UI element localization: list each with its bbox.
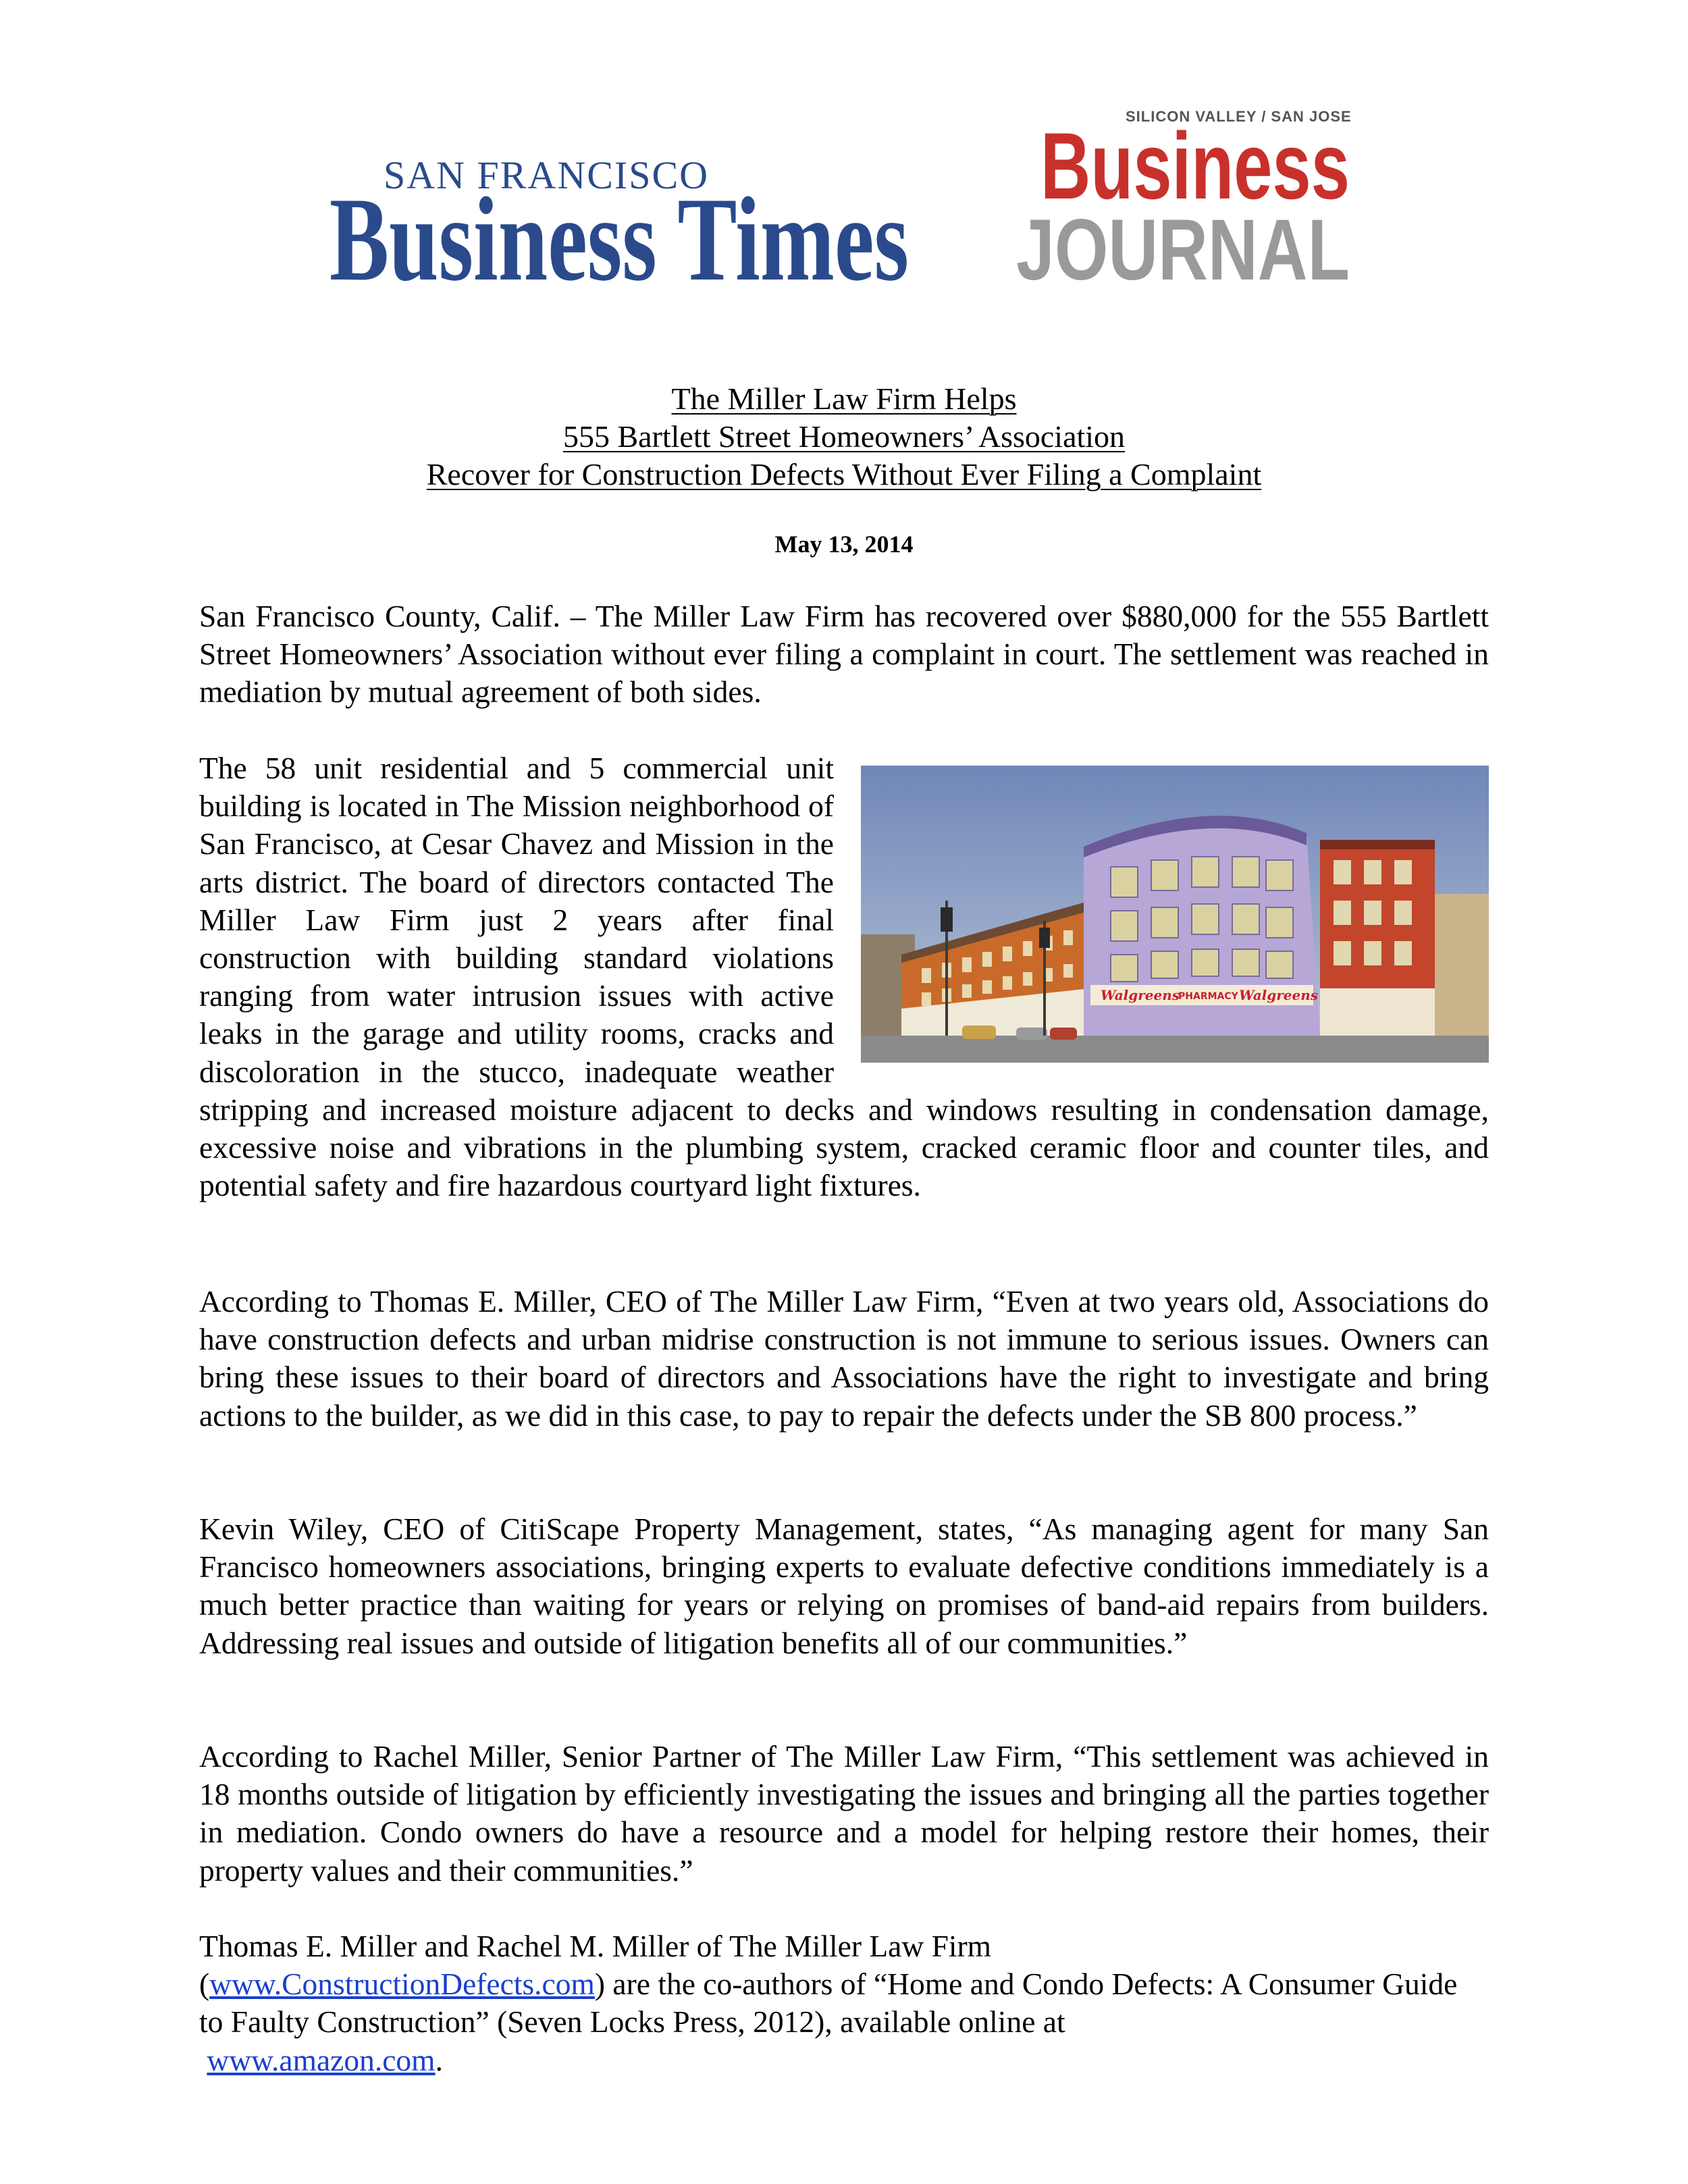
paragraph-thomas-quote: According to Thomas E. Miller, CEO of The Miller Law Firm, “Even at two years old, Associations do have construction defects and urban midrise construction is not immune to serious issues. Owners can bring these issues to their board of directors and Associations have the right to investigate and bring actions to the builder, as we did in this case, to pay to repair the defects under the SB 800 process.”: [199, 1284, 1489, 1433]
sf-business-times-logo: [329, 153, 917, 301]
sj-journal-line: Journal: [1016, 202, 1350, 285]
photo-sign-left: Walgreens: [1101, 987, 1180, 1003]
paragraph-authors: [199, 1927, 1489, 2079]
headline-line-3: Recover for Construction Defects Without Ever Filing a Complaint: [426, 457, 1262, 491]
authors-end-period: .: [435, 2042, 443, 2077]
amazon-link[interactable]: www.amazon.com: [207, 2042, 436, 2077]
authors-open-paren: (: [199, 1967, 210, 2002]
press-release-date: May 13, 2014: [774, 531, 914, 558]
headline: [0, 380, 1688, 494]
authors-book-text: ) are the co-authors of “Home and Condo Defects: A Consumer Guide to Faulty Construction” (Seven Locks Press, 2012), available online at: [199, 1967, 1458, 2040]
paragraph-rachel-quote: According to Rachel Miller, Senior Partner of The Miller Law Firm, “This settlement was achieved in 18 months outside of litigation by efficiently investigating the issues and bringing all the parties together in mediation. Condo owners do have a resource and a model for helping restore their homes, their property values and their communities.”: [199, 1739, 1489, 1888]
photo-sign-right: Walgreens: [1239, 987, 1319, 1003]
construction-defects-link[interactable]: www.ConstructionDefects.com: [209, 1967, 595, 2002]
sj-business-journal-wordmark: [1016, 123, 1354, 285]
paragraph-kevin-quote: Kevin Wiley, CEO of CitiScape Property Management, states, “As managing agent for many San Francisco homeowners associations, bringing experts to evaluate defective conditions immediately is a much better practice than waiting for years or relying on promises of band-aid repairs from builders. Addressing real issues and outside of litigation benefits all of our communities.”: [199, 1512, 1489, 1660]
headline-line-1: The Miller Law Firm Helps: [671, 381, 1017, 416]
paragraph-intro: San Francisco County, Calif. – The Miller Law Firm has recovered over $880,000 for the 555 Bartlett Street Homeowners’ Association without ever filing a complaint in court. The settlement was reached in mediation by mutual agreement of both sides.: [199, 599, 1489, 710]
sj-business-line: Business: [1040, 123, 1350, 219]
sj-business-journal-logo: [1016, 108, 1354, 284]
headline-line-2: 555 Bartlett Street Homeowners’ Association: [562, 419, 1126, 454]
paragraph-building: [199, 749, 1489, 1204]
sf-business-times-main-text: Business Times: [329, 172, 909, 301]
paragraph-building-text: The 58 unit residential and 5 commercial unit building is located in The Mission neighborhood of San Francisco, at Cesar Chavez and Mission in the arts district. The board of directors contacted The Miller Law Firm just 2 years after final construction with building standard violations ranging from water intrusion issues with active leaks in the garage and utility rooms, cracks and discoloration in the stucco, inadequate weather stripping and increased moisture adjacent to decks and windows resulting in condensation damage, excessive noise and vibrations in the plumbing system, cracked ceramic floor and counter tiles, and potential safety and fire hazardous courtyard light fixtures.: [199, 751, 1489, 1203]
sf-business-times-top-line: SAN FRANCISCO: [384, 153, 710, 197]
authors-line-1: Thomas E. Miller and Rachel M. Miller of The Miller Law Firm: [199, 1929, 992, 1963]
sj-business-journal-top-line: SILICON VALLEY / SAN JOSE: [1126, 108, 1352, 125]
sf-business-times-wordmark: [329, 166, 910, 301]
building-photo: [861, 766, 1489, 1063]
photo-sign-mid: PHARMACY: [1178, 991, 1238, 1002]
